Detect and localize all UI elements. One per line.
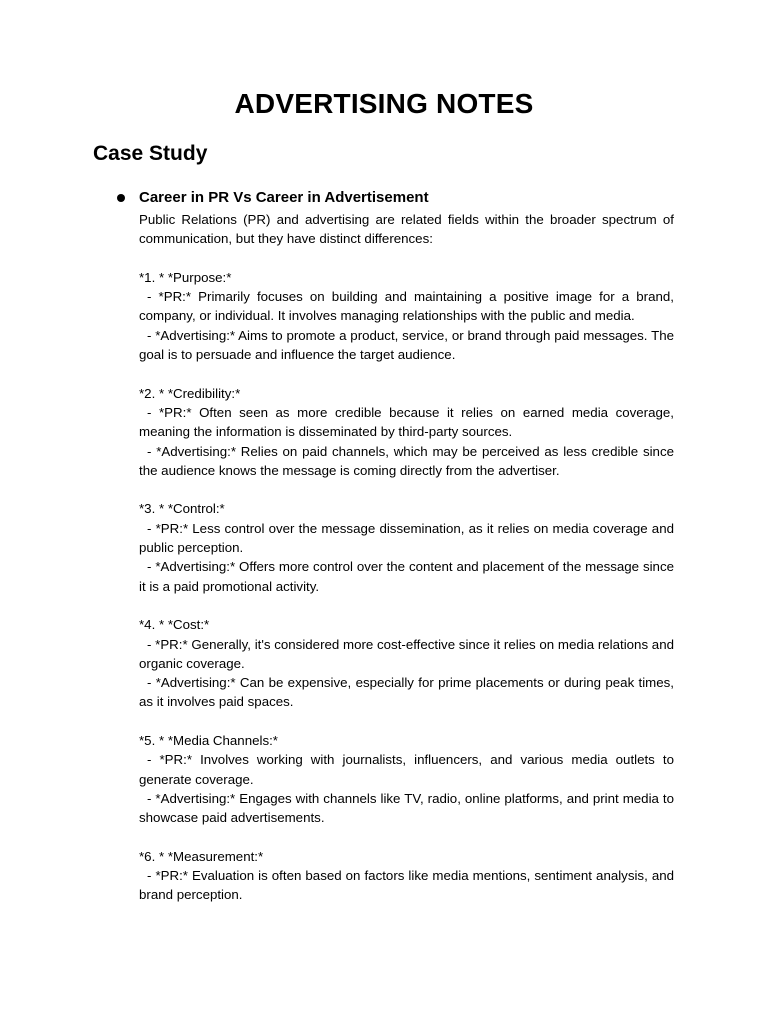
section-control [139,499,674,595]
section-cost [139,615,674,711]
section-heading: *6. * *Measurement:* [139,848,264,864]
pr-point: - *PR:* Less control over the message dissemination, as it relies on media coverage and public perception. [139,520,674,556]
pr-point: - *PR:* Evaluation is often based on factors like media mentions, sentiment analysis, and brand perception. [139,868,674,903]
advertising-point: - *Advertising:* Engages with channels like TV, radio, online platforms, and print media to showcase paid advertisements. [139,790,674,826]
pr-point: - *PR:* Generally, it's considered more cost-effective since it relies on media relations and organic coverage. [139,636,674,671]
section-measurement [139,847,674,905]
document-body [139,210,674,924]
pr-point: - *PR:* Primarily focuses on building and maintaining a positive image for a brand, company, or individual. It involves managing relationships with the public and media. [139,289,674,324]
section-heading: *2. * *Credibility:* [139,385,241,401]
section-purpose [139,268,674,364]
advertising-point: - *Advertising:* Aims to promote a product, service, or brand through paid messages. The goal is to persuade and influence the target audience. [139,327,674,363]
page-title: ADVERTISING NOTES [234,88,534,119]
section-heading: *5. * *Media Channels:* [139,733,278,749]
section-heading: *1. * *Purpose:* [139,269,232,285]
intro-paragraph: Public Relations (PR) and advertising are related fields within the broader spectrum of communication, but they have distinct differences: [139,212,674,247]
advertising-point: - *Advertising:* Can be expensive, especially for prime placements or during peak times, as it involves paid spaces. [139,675,674,710]
section-credibility [139,384,674,480]
pr-point: - *PR:* Often seen as more credible because it relies on earned media coverage, meaning the information is disseminated by third-party sources. [139,404,674,440]
pr-point: - *PR:* Involves working with journalists, influencers, and various media outlets to generate coverage. [139,752,674,787]
section-subtitle: Case Study [93,142,208,165]
section-heading: *4. * *Cost:* [139,617,210,633]
advertising-point: - *Advertising:* Relies on paid channels, which may be perceived as less credible since the audience knows the message is coming directly from the advertiser. [139,443,674,478]
bullet-dot-icon [117,194,125,202]
section-heading: *3. * *Control:* [139,501,225,517]
section-media-channels [139,731,674,827]
advertising-point: - *Advertising:* Offers more control over the content and placement of the message since it is a paid promotional activity. [139,559,674,594]
bullet-heading: Career in PR Vs Career in Advertisement [139,189,429,206]
